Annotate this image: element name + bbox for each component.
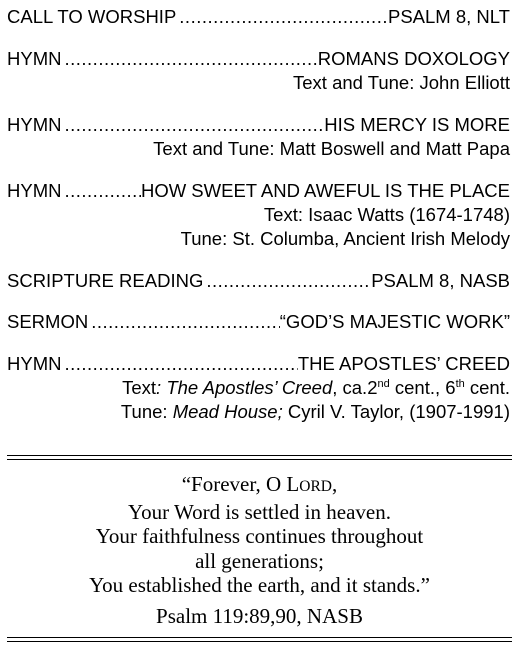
leader-dots bbox=[88, 310, 280, 334]
creed-tune-name: Mead House; bbox=[172, 401, 283, 422]
quote-line-1 bbox=[7, 472, 512, 500]
creed-text-sep: : bbox=[156, 377, 167, 398]
creed-tune-credit bbox=[7, 400, 510, 424]
leader-dots bbox=[61, 179, 140, 203]
leader-dots bbox=[61, 352, 297, 376]
quote-line-1-suffix: , bbox=[332, 472, 338, 496]
scripture-reading-line bbox=[7, 269, 510, 293]
quote-line-5: You established the earth, and it stands.” bbox=[89, 573, 430, 597]
double-rule-divider-bottom bbox=[7, 637, 512, 642]
creed-text-sup-2: th bbox=[455, 378, 465, 390]
hymn-3-line bbox=[7, 179, 510, 203]
scripture-reading-title: PSALM 8, NASB bbox=[371, 270, 510, 291]
hymn-1-label: HYMN bbox=[7, 48, 62, 69]
creed-text-sup-1: nd bbox=[377, 378, 390, 390]
leader-dots bbox=[203, 269, 371, 293]
double-rule-divider bbox=[7, 455, 512, 460]
hymn-3-label: HYMN bbox=[7, 180, 62, 201]
creed-text-work: The Apostles’ Creed bbox=[166, 377, 333, 398]
sermon-line bbox=[7, 310, 510, 334]
hymn-2-title: HIS MERCY IS MORE bbox=[324, 114, 510, 135]
hymn-3-text-credit: Text: Isaac Watts (1674-1748) bbox=[263, 204, 510, 225]
call-to-worship-title: PSALM 8, NLT bbox=[387, 6, 510, 27]
hymn-3-title: HOW SWEET AND AWEFUL IS THE PLACE bbox=[140, 180, 510, 201]
quote-line-4: all generations; bbox=[195, 548, 324, 573]
call-to-worship-label: CALL TO WORSHIP bbox=[7, 6, 177, 27]
creed-text-date-2: cent., 6 bbox=[389, 377, 456, 398]
creed-tune-composer: Cyril V. Taylor, (1907-1991) bbox=[282, 401, 510, 422]
quote-line-1-prefix: “Forever, O L bbox=[181, 472, 300, 496]
hymn-2-line bbox=[7, 113, 510, 137]
creed-tune-prefix: Tune: bbox=[120, 401, 173, 422]
creed-text-prefix: Text bbox=[122, 377, 157, 398]
creed-line bbox=[7, 352, 510, 376]
hymn-1-line bbox=[7, 47, 510, 71]
sermon-title: “GOD’S MAJESTIC WORK” bbox=[279, 311, 510, 332]
scripture-quote bbox=[7, 472, 512, 628]
creed-label: HYMN bbox=[7, 353, 62, 374]
leader-dots bbox=[61, 113, 324, 137]
creed-text-date-3: cent. bbox=[464, 377, 510, 398]
creed-text-date-1: , ca.2 bbox=[332, 377, 378, 398]
creed-title: THE APOSTLES’ CREED bbox=[297, 353, 510, 374]
hymn-1-credit: Text and Tune: John Elliott bbox=[293, 72, 510, 93]
call-to-worship-line bbox=[7, 5, 510, 29]
hymn-3-tune-credit: Tune: St. Columba, Ancient Irish Melody bbox=[180, 228, 510, 249]
quote-reference: Psalm 119:89,90, NASB bbox=[156, 603, 363, 628]
quote-lord-smallcaps: ORD bbox=[299, 478, 332, 495]
leader-dots bbox=[61, 47, 317, 71]
quote-line-3: Your faithfulness continues throughout bbox=[95, 524, 424, 548]
leader-dots bbox=[176, 5, 388, 29]
hymn-2-credit: Text and Tune: Matt Boswell and Matt Papa bbox=[153, 138, 510, 159]
scripture-reading-label: SCRIPTURE READING bbox=[7, 270, 204, 291]
creed-text-credit bbox=[7, 376, 510, 400]
sermon-label: SERMON bbox=[7, 311, 89, 332]
hymn-1-title: ROMANS DOXOLOGY bbox=[317, 48, 510, 69]
quote-line-2: Your Word is settled in heaven. bbox=[128, 499, 391, 524]
hymn-2-label: HYMN bbox=[7, 114, 62, 135]
order-of-service bbox=[7, 5, 510, 424]
